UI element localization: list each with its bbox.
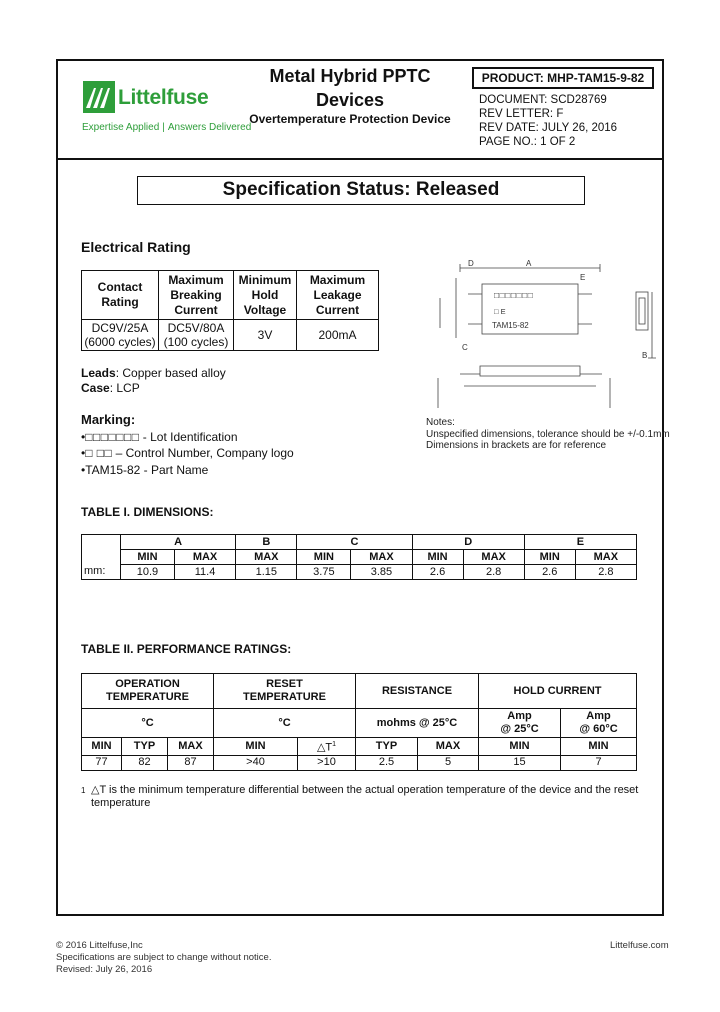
drawing-label-e: E xyxy=(580,273,586,282)
col-max-leakage: Maximum Leakage Current xyxy=(297,271,379,320)
t1-group-a: A xyxy=(121,535,236,550)
materials xyxy=(81,366,226,396)
t1-value: 2.6 xyxy=(412,565,463,580)
t2-value: 5 xyxy=(418,755,479,770)
t1-value: 2.8 xyxy=(575,565,636,580)
t2-value: 2.5 xyxy=(356,755,418,770)
t2-sub: MIN xyxy=(561,738,637,756)
document-number: DOCUMENT: SCD28769 xyxy=(479,94,607,106)
cell-min-hold: 3V xyxy=(234,320,297,351)
marking-line2: •□ □□ – Control Number, Company logo xyxy=(81,446,294,460)
t1-sub: MAX xyxy=(575,550,636,565)
page-footer-left xyxy=(56,940,271,976)
t2-value: 82 xyxy=(122,755,168,770)
drawing-label-b: B xyxy=(642,351,648,360)
t2-unit-amp60: Amp @ 60°C xyxy=(561,709,637,738)
table2-heading: TABLE II. PERFORMANCE RATINGS: xyxy=(81,642,292,656)
t2-hold-current-header: HOLD CURRENT xyxy=(479,674,637,709)
t2-sub: MIN xyxy=(214,738,298,756)
leads-line: Leads: Copper based alloy xyxy=(81,366,226,380)
drawing-part-label: TAM15-82 xyxy=(492,321,529,330)
t1-value: 10.9 xyxy=(121,565,175,580)
t2-reset-temp-header: RESET TEMPERATURE xyxy=(214,674,356,709)
electrical-rating-table xyxy=(81,270,379,351)
footnote-text: △T is the minimum temperature differential between the actual operation temperature of the device and the reset temperature xyxy=(91,784,639,809)
revised-date: Revised: July 26, 2016 xyxy=(56,964,153,975)
drawing-ctrl-boxes: □ E xyxy=(494,307,506,316)
t2-unit-amp25: Amp @ 25°C xyxy=(479,709,561,738)
logo-wordmark: Littelfuse xyxy=(118,86,209,109)
t2-sub: MAX xyxy=(418,738,479,756)
t2-value: >40 xyxy=(214,755,298,770)
t1-value: 3.85 xyxy=(351,565,412,580)
t1-sub: MIN xyxy=(524,550,575,565)
copyright: © 2016 Littelfuse,Inc xyxy=(56,940,143,951)
t2-value: >10 xyxy=(298,755,356,770)
header-divider xyxy=(56,158,664,160)
t1-value: 2.8 xyxy=(463,565,524,580)
t1-group-e: E xyxy=(524,535,636,550)
t2-sub: MAX xyxy=(168,738,214,756)
notes-heading: Notes: xyxy=(426,417,455,428)
t2-sub: TYP xyxy=(122,738,168,756)
cell-contact-rating: DC9V/25A (6000 cycles) xyxy=(82,320,159,351)
col-contact-rating: Contact Rating xyxy=(82,271,159,320)
t1-sub: MIN xyxy=(297,550,351,565)
t1-value: 1.15 xyxy=(236,565,297,580)
rev-letter: REV LETTER: F xyxy=(479,108,564,120)
col-min-hold: Minimum Hold Voltage xyxy=(234,271,297,320)
marking-line1: •□□□□□□□ - Lot Identification xyxy=(81,429,238,444)
t2-unit-reset: °C xyxy=(214,709,356,738)
case-line: Case: LCP xyxy=(81,381,140,395)
t2-resistance-header: RESISTANCE xyxy=(356,674,479,709)
logo-tagline: Expertise Applied | Answers Delivered xyxy=(82,122,252,133)
t1-sub: MAX xyxy=(174,550,235,565)
t1-value: 3.75 xyxy=(297,565,351,580)
drawing-label-c: C xyxy=(462,343,468,352)
t1-group-b: B xyxy=(236,535,297,550)
drawing-lot-boxes: □□□□□□□ xyxy=(494,290,534,300)
dimension-drawing xyxy=(420,258,660,418)
t2-unit-res: mohms @ 25°C xyxy=(356,709,479,738)
t2-value: 7 xyxy=(561,755,637,770)
product-box: PRODUCT: MHP-TAM15-9-82 xyxy=(472,67,654,89)
col-max-breaking: Maximum Breaking Current xyxy=(159,271,234,320)
t2-value: 77 xyxy=(82,755,122,770)
t1-unit: mm: xyxy=(82,565,121,580)
doc-subtitle: Overtemperature Protection Device xyxy=(249,112,451,126)
notes-line1: Unspecified dimensions, tolerance should be +/-0.1mm xyxy=(426,428,670,440)
table1-heading: TABLE I. DIMENSIONS: xyxy=(81,505,214,519)
marking-line3: •TAM15-82 - Part Name xyxy=(81,462,209,477)
drawing-notes xyxy=(426,417,670,452)
marking-heading: Marking: xyxy=(81,412,136,427)
t2-unit-op: °C xyxy=(82,709,214,738)
t1-sub: MIN xyxy=(121,550,175,565)
t1-corner xyxy=(82,535,121,565)
t2-sub: MIN xyxy=(479,738,561,756)
company-logo xyxy=(82,80,252,140)
t1-group-d: D xyxy=(412,535,524,550)
drawing-label-d: D xyxy=(468,259,474,268)
t1-sub: MAX xyxy=(236,550,297,565)
tagline-right: Answers Delivered xyxy=(167,122,252,133)
notes-line2: Dimensions in brackets are for reference xyxy=(426,440,607,451)
marking-section xyxy=(81,412,294,478)
page-number: PAGE NO.: 1 OF 2 xyxy=(479,136,576,148)
t1-sub: MIN xyxy=(412,550,463,565)
t2-sub: TYP xyxy=(356,738,418,756)
tagline-left: Expertise Applied xyxy=(82,122,160,133)
t2-op-temp-header: OPERATION TEMPERATURE xyxy=(82,674,214,709)
doc-title-line1: Metal Hybrid PPTC xyxy=(269,66,431,86)
footnote-mark: 1 xyxy=(81,786,86,795)
performance-table xyxy=(81,673,637,771)
document-info xyxy=(479,93,617,149)
t1-group-c: C xyxy=(297,535,412,550)
t1-value: 2.6 xyxy=(524,565,575,580)
cell-max-leakage: 200mA xyxy=(297,320,379,351)
t2-value: 15 xyxy=(479,755,561,770)
t1-sub: MAX xyxy=(351,550,412,565)
website-link[interactable]: Littelfuse.com xyxy=(610,940,669,951)
t1-value: 11.4 xyxy=(174,565,235,580)
change-notice: Specifications are subject to change without notice. xyxy=(56,952,272,963)
drawing-label-a: A xyxy=(526,259,532,268)
t2-value: 87 xyxy=(168,755,214,770)
cell-max-breaking: DC5V/80A (100 cycles) xyxy=(159,320,234,351)
electrical-heading: Electrical Rating xyxy=(81,239,191,255)
t1-sub: MAX xyxy=(463,550,524,565)
t2-sub: MIN xyxy=(82,738,122,756)
t2-sub-delta: $\triangle T^1$ xyxy=(298,738,356,756)
spec-status-banner: Specification Status: Released xyxy=(137,176,585,205)
dimensions-table xyxy=(81,534,637,580)
rev-date: REV DATE: JULY 26, 2016 xyxy=(479,122,618,134)
doc-title-line2: Devices xyxy=(315,90,385,110)
littelfuse-mark-icon xyxy=(82,80,116,114)
